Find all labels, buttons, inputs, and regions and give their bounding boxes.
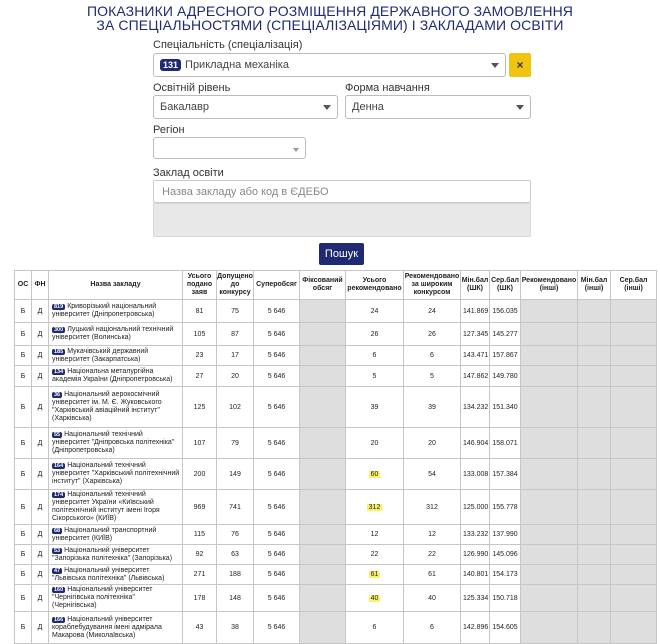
- cell-fn: Д: [32, 612, 49, 644]
- table-row: [15, 585, 657, 612]
- cell-rec-broad: 5: [404, 366, 461, 387]
- cell-fixed: [300, 565, 346, 585]
- institution-code-badge: 47: [54, 567, 61, 574]
- cell-applied: 105: [183, 323, 217, 346]
- cell-avg: 157.867: [490, 346, 521, 366]
- cell-rec-other: [521, 545, 578, 565]
- cell-applied: 271: [183, 565, 217, 585]
- cell-super: 5 646: [254, 585, 300, 612]
- cell-min-other: [578, 565, 611, 585]
- cell-avg-other: [611, 387, 657, 428]
- col-header-min-other: Мін.бал (інші): [578, 271, 611, 300]
- institution-name[interactable]: Мукачівський державний університет (Закарпатська): [52, 347, 149, 363]
- cell-name: [49, 366, 183, 387]
- cell-min: 134.232: [461, 387, 490, 428]
- cell-fixed: [300, 323, 346, 346]
- cell-min: 127.345: [461, 323, 490, 346]
- chevron-down-icon: [293, 148, 299, 152]
- institution-name[interactable]: Національний університет кораблебудування імені адмірала Макарова (Миколаївська): [52, 615, 162, 639]
- table-row: [15, 323, 657, 346]
- col-header-avg-other: Сер.бал (інші): [611, 271, 657, 300]
- col-header-min: Мін.бал (ШК): [461, 271, 490, 300]
- cell-admitted: 102: [217, 387, 254, 428]
- cell-avg-other: [611, 346, 657, 366]
- cell-avg: 137.990: [490, 525, 521, 545]
- institution-name[interactable]: Національний аерокосмічний університет ім. М. Є. Жуковського "Харківський авіаційний інститут" (Харківська): [52, 391, 162, 422]
- cell-os: Б: [15, 387, 32, 428]
- institution-name[interactable]: Національний університет "Чернігівська політехніка" (Чернігівська): [52, 586, 153, 609]
- recommended-value: 20: [370, 439, 379, 447]
- recommended-value: 312: [368, 503, 381, 511]
- cell-name: [49, 323, 183, 346]
- cell-os: Б: [15, 300, 32, 323]
- institution-code-badge: 160: [54, 587, 64, 593]
- cell-name: [49, 612, 183, 644]
- institution-code-badge: 68: [54, 527, 61, 534]
- cell-avg: 156.035: [490, 300, 521, 323]
- cell-min-other: [578, 300, 611, 323]
- cell-admitted: 20: [217, 366, 254, 387]
- cell-fn: Д: [32, 490, 49, 525]
- cell-admitted: 38: [217, 612, 254, 644]
- recommended-value: 60: [370, 470, 379, 478]
- recommended-value: 39: [370, 403, 379, 411]
- cell-avg-other: [611, 459, 657, 490]
- cell-fn: Д: [32, 323, 49, 346]
- cell-min: 146.904: [461, 428, 490, 459]
- cell-os: Б: [15, 459, 32, 490]
- cell-rec-broad: 39: [404, 387, 461, 428]
- cell-rec-broad: 40: [404, 585, 461, 612]
- table-row: [15, 428, 657, 459]
- col-header-super: Суперобсяг: [254, 271, 300, 300]
- cell-recommended: [346, 612, 404, 644]
- cell-avg: 158.071: [490, 428, 521, 459]
- cell-admitted: 75: [217, 300, 254, 323]
- cell-recommended: [346, 428, 404, 459]
- cell-name: [49, 525, 183, 545]
- specialty-value: Прикладна механіка: [185, 59, 289, 71]
- cell-avg: 149.780: [490, 366, 521, 387]
- cell-applied: 43: [183, 612, 217, 644]
- specialty-code-badge: 131: [160, 59, 181, 71]
- cell-os: Б: [15, 428, 32, 459]
- cell-rec-other: [521, 366, 578, 387]
- table-row: [15, 525, 657, 545]
- cell-min: 147.862: [461, 366, 490, 387]
- cell-fn: Д: [32, 585, 49, 612]
- cell-rec-broad: 24: [404, 300, 461, 323]
- institution-name[interactable]: Національна металургійна академія України (Дніпропетровська): [52, 368, 173, 383]
- cell-name: [49, 490, 183, 525]
- cell-rec-broad: 26: [404, 323, 461, 346]
- cell-fixed: [300, 612, 346, 644]
- cell-min-other: [578, 612, 611, 644]
- cell-rec-other: [521, 490, 578, 525]
- table-row: [15, 459, 657, 490]
- cell-super: 5 646: [254, 366, 300, 387]
- form-label: Форма навчання: [345, 82, 430, 94]
- page-title-line2: ЗА СПЕЦІАЛЬНОСТЯМИ (СПЕЦІАЛІЗАЦІЯМИ) І ЗАКЛАДАМИ ОСВІТИ: [96, 17, 564, 33]
- chevron-down-icon: [516, 105, 524, 110]
- cell-fn: Д: [32, 300, 49, 323]
- cell-admitted: 148: [217, 585, 254, 612]
- cell-rec-other: [521, 565, 578, 585]
- cell-avg-other: [611, 300, 657, 323]
- cell-avg-other: [611, 565, 657, 585]
- institution-code-badge: 164: [54, 463, 64, 469]
- search-button[interactable]: Пошук: [319, 243, 364, 265]
- cell-avg-other: [611, 612, 657, 644]
- cell-rec-broad: 54: [404, 459, 461, 490]
- recommended-value: 22: [370, 551, 379, 558]
- cell-recommended: [346, 366, 404, 387]
- cell-min: 133.008: [461, 459, 490, 490]
- institution-name[interactable]: Луцький національний технічний університет (Волинська): [52, 326, 174, 341]
- cell-admitted: 79: [217, 428, 254, 459]
- cell-min-other: [578, 585, 611, 612]
- chevron-down-icon: [323, 105, 331, 110]
- cell-applied: 27: [183, 366, 217, 387]
- cell-applied: 178: [183, 585, 217, 612]
- cell-admitted: 17: [217, 346, 254, 366]
- page-title-line1: ПОКАЗНИКИ АДРЕСНОГО РОЗМІЩЕННЯ ДЕРЖАВНОГО ЗАМОВЛЕННЯ: [86, 3, 574, 19]
- cell-applied: 125: [183, 387, 217, 428]
- cell-rec-other: [521, 585, 578, 612]
- cell-fixed: [300, 545, 346, 565]
- cell-rec-other: [521, 323, 578, 346]
- cell-super: 5 646: [254, 525, 300, 545]
- cell-os: Б: [15, 565, 32, 585]
- cell-os: Б: [15, 323, 32, 346]
- cell-applied: 81: [183, 300, 217, 323]
- recommended-value: 6: [372, 624, 377, 631]
- cell-applied: 23: [183, 346, 217, 366]
- specialty-label: Спеціальність (спеціалізація): [153, 39, 303, 51]
- cell-avg-other: [611, 428, 657, 459]
- cell-os: Б: [15, 346, 32, 366]
- cell-name: [49, 387, 183, 428]
- cell-super: 5 646: [254, 300, 300, 323]
- cell-min-other: [578, 323, 611, 346]
- cell-name: [49, 428, 183, 459]
- recommended-value: 5: [372, 372, 377, 380]
- cell-os: Б: [15, 585, 32, 612]
- cell-recommended: [346, 459, 404, 490]
- cell-name: [49, 545, 183, 565]
- cell-admitted: 741: [217, 490, 254, 525]
- cell-recommended: [346, 565, 404, 585]
- cell-recommended: [346, 525, 404, 545]
- page-title: [0, 4, 660, 32]
- recommended-value: 26: [370, 330, 379, 338]
- institution-name[interactable]: Національний університет "Запорізька політехніка" (Запорізька): [52, 546, 173, 562]
- col-header-name: Назва закладу: [49, 271, 183, 300]
- cell-super: 5 646: [254, 346, 300, 366]
- col-header-os: ОС: [15, 271, 32, 300]
- cell-fn: Д: [32, 525, 49, 545]
- cell-admitted: 87: [217, 323, 254, 346]
- institution-name[interactable]: Національний технічний університет "Дніпровська політехніка" (Дніпропетровська): [52, 431, 175, 454]
- recommended-value: 12: [370, 531, 379, 538]
- institution-name[interactable]: Національний технічний університет України «Київський політехнічний інститут імені Ігоря Сікорського» (КИЇВ): [52, 491, 160, 522]
- cell-fn: Д: [32, 565, 49, 585]
- cell-min-other: [578, 459, 611, 490]
- col-header-applied: Усього подано заяв: [183, 271, 217, 300]
- cell-rec-broad: 20: [404, 428, 461, 459]
- cell-min: 141.869: [461, 300, 490, 323]
- cell-min: 125.334: [461, 585, 490, 612]
- cell-rec-broad: 6: [404, 612, 461, 644]
- recommended-value: 40: [370, 594, 379, 602]
- col-header-avg: Сер.бал (ШК): [490, 271, 521, 300]
- table-header-row: [15, 271, 657, 300]
- cell-fixed: [300, 428, 346, 459]
- cell-fn: Д: [32, 459, 49, 490]
- institution-label: Заклад освіти: [153, 167, 224, 179]
- cell-fn: Д: [32, 428, 49, 459]
- recommended-value: 6: [372, 352, 377, 359]
- cell-min-other: [578, 346, 611, 366]
- cell-admitted: 188: [217, 565, 254, 585]
- cell-applied: 107: [183, 428, 217, 459]
- cell-avg-other: [611, 366, 657, 387]
- cell-fixed: [300, 387, 346, 428]
- cell-avg: 145.277: [490, 323, 521, 346]
- cell-fixed: [300, 525, 346, 545]
- cell-min: 125.000: [461, 490, 490, 525]
- cell-recommended: [346, 387, 404, 428]
- cell-rec-other: [521, 346, 578, 366]
- cell-applied: 92: [183, 545, 217, 565]
- cell-recommended: [346, 300, 404, 323]
- cell-min-other: [578, 428, 611, 459]
- region-select[interactable]: [153, 137, 306, 159]
- table-row: [15, 387, 657, 428]
- cell-super: 5 646: [254, 545, 300, 565]
- cell-fn: Д: [32, 346, 49, 366]
- table-row: [15, 565, 657, 585]
- institution-code-badge: 300: [54, 327, 64, 333]
- cell-fn: Д: [32, 545, 49, 565]
- region-label: Регіон: [153, 124, 185, 136]
- col-header-recommended: Усього рекомендовано: [346, 271, 404, 300]
- cell-fn: Д: [32, 366, 49, 387]
- cell-fn: Д: [32, 387, 49, 428]
- cell-rec-broad: 6: [404, 346, 461, 366]
- cell-super: 5 646: [254, 387, 300, 428]
- specialty-select[interactable]: [153, 53, 506, 77]
- institution-code-badge: 134: [54, 369, 64, 375]
- cell-fixed: [300, 490, 346, 525]
- institution-code-badge: 819: [54, 304, 64, 310]
- cell-rec-broad: 312: [404, 490, 461, 525]
- cell-recommended: [346, 585, 404, 612]
- cell-name: [49, 565, 183, 585]
- table-row: [15, 545, 657, 565]
- institution-code-badge: 53: [54, 547, 61, 554]
- cell-min-other: [578, 387, 611, 428]
- level-label: Освітній рівень: [153, 82, 231, 94]
- cell-avg: 145.096: [490, 545, 521, 565]
- cell-min: 140.801: [461, 565, 490, 585]
- cell-admitted: 149: [217, 459, 254, 490]
- cell-avg-other: [611, 525, 657, 545]
- cell-recommended: [346, 545, 404, 565]
- institution-search-input[interactable]: Назва закладу або код в ЄДЕБО: [153, 180, 531, 203]
- cell-min-other: [578, 525, 611, 545]
- cell-avg-other: [611, 585, 657, 612]
- cell-os: Б: [15, 366, 32, 387]
- cell-avg: 154.173: [490, 565, 521, 585]
- cell-min: 126.990: [461, 545, 490, 565]
- col-header-fn: ФН: [32, 271, 49, 300]
- institution-code-badge: 166: [54, 616, 64, 623]
- col-header-rec-other: Рекомендовано (інші): [521, 271, 578, 300]
- cell-admitted: 76: [217, 525, 254, 545]
- cell-avg: 150.718: [490, 585, 521, 612]
- col-header-admitted: Допущено до конкурсу: [217, 271, 254, 300]
- cell-applied: 115: [183, 525, 217, 545]
- cell-admitted: 63: [217, 545, 254, 565]
- institution-name[interactable]: Національний університет "Львівська політехніка" (Львівська): [52, 566, 165, 582]
- cell-avg: 155.778: [490, 490, 521, 525]
- cell-min: 142.896: [461, 612, 490, 644]
- cell-rec-broad: 12: [404, 525, 461, 545]
- institution-name[interactable]: Національний технічний університет "Харківський політехнічний інститут" (Харківська): [52, 462, 180, 485]
- cell-avg: 157.384: [490, 459, 521, 490]
- cell-os: Б: [15, 525, 32, 545]
- cell-applied: 969: [183, 490, 217, 525]
- table-row: [15, 366, 657, 387]
- cell-fixed: [300, 300, 346, 323]
- clear-specialty-button[interactable]: ×: [509, 53, 531, 77]
- results-table: [14, 270, 657, 644]
- cell-name: [49, 459, 183, 490]
- cell-rec-other: [521, 459, 578, 490]
- cell-fixed: [300, 585, 346, 612]
- cell-super: 5 646: [254, 323, 300, 346]
- institution-code-badge: 174: [54, 492, 64, 498]
- cell-avg-other: [611, 490, 657, 525]
- institution-name[interactable]: Криворізький національний університет (Дніпропетровська): [52, 303, 157, 318]
- cell-name: [49, 346, 183, 366]
- cell-rec-other: [521, 525, 578, 545]
- cell-rec-other: [521, 300, 578, 323]
- institution-code-badge: 185: [54, 348, 64, 355]
- cell-rec-other: [521, 612, 578, 644]
- cell-super: 5 646: [254, 612, 300, 644]
- institution-code-badge: 36: [54, 392, 61, 398]
- cell-super: 5 646: [254, 490, 300, 525]
- col-header-fixed: Фіксований обсяг: [300, 271, 346, 300]
- institution-results-box: [153, 203, 531, 237]
- table-row: [15, 612, 657, 644]
- cell-fixed: [300, 459, 346, 490]
- cell-os: Б: [15, 545, 32, 565]
- cell-super: 5 646: [254, 428, 300, 459]
- institution-name[interactable]: Національний транспортний університет (КИЇВ): [52, 526, 157, 542]
- table-row: [15, 300, 657, 323]
- col-header-rec-broad: Рекомендовано за широким конкурсом: [404, 271, 461, 300]
- cell-name: [49, 300, 183, 323]
- cell-fixed: [300, 346, 346, 366]
- institution-code-badge: 55: [54, 432, 61, 438]
- cell-rec-other: [521, 387, 578, 428]
- cell-os: Б: [15, 490, 32, 525]
- table-row: [15, 346, 657, 366]
- cell-min: 133.232: [461, 525, 490, 545]
- cell-recommended: [346, 323, 404, 346]
- cell-super: 5 646: [254, 459, 300, 490]
- recommended-value: 24: [370, 307, 379, 315]
- cell-min-other: [578, 545, 611, 565]
- cell-rec-broad: 22: [404, 545, 461, 565]
- level-value: Бакалавр: [160, 101, 210, 113]
- cell-super: 5 646: [254, 565, 300, 585]
- cell-name: [49, 585, 183, 612]
- form-value: Денна: [352, 101, 384, 113]
- cell-min: 143.471: [461, 346, 490, 366]
- cell-avg: 154.605: [490, 612, 521, 644]
- cell-min-other: [578, 366, 611, 387]
- cell-fixed: [300, 366, 346, 387]
- cell-avg-other: [611, 323, 657, 346]
- cell-avg: 151.340: [490, 387, 521, 428]
- form-select[interactable]: [345, 95, 531, 119]
- cell-rec-broad: 61: [404, 565, 461, 585]
- table-row: [15, 490, 657, 525]
- cell-avg-other: [611, 545, 657, 565]
- cell-rec-other: [521, 428, 578, 459]
- cell-os: Б: [15, 612, 32, 644]
- level-select[interactable]: [153, 95, 338, 119]
- cell-recommended: [346, 346, 404, 366]
- recommended-value: 61: [370, 571, 379, 578]
- cell-applied: 200: [183, 459, 217, 490]
- cell-min-other: [578, 490, 611, 525]
- cell-recommended: [346, 490, 404, 525]
- chevron-down-icon: [491, 63, 499, 68]
